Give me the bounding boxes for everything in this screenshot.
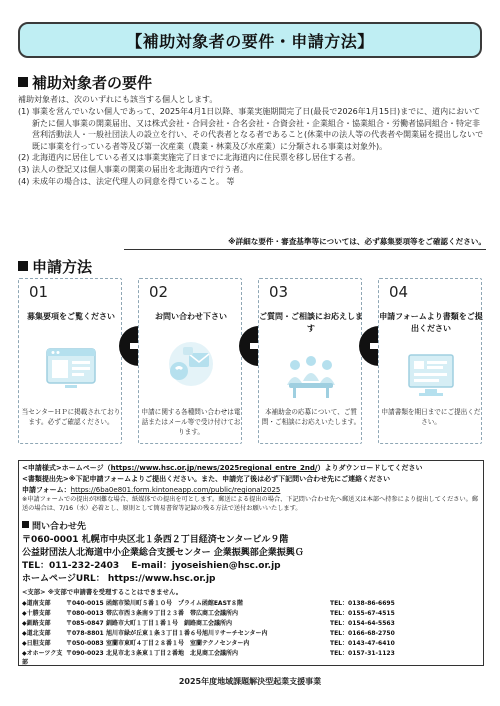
branch-row xyxy=(22,648,482,666)
application-heading xyxy=(18,256,92,277)
requirements-heading xyxy=(18,72,152,93)
contact-icon xyxy=(163,339,219,389)
form-download-label: <申請様式>ホームページ（ xyxy=(22,464,111,472)
branches-title: <支部> ※支部で申請書を受理することはできません。 xyxy=(22,588,183,596)
requirement-num: (4) xyxy=(18,176,30,186)
requirement-text: 北海道内に居住している者又は事業実施完了日までに北海道内に住民票を移し居住する者。 xyxy=(32,153,360,163)
requirement-item xyxy=(18,176,484,188)
contact-homepage: ホームページURL： https://www.hsc.or.jp xyxy=(22,574,216,584)
step-label: 募集要項をご覧ください xyxy=(27,312,115,321)
branch-zip: 〒050-0083 xyxy=(66,640,104,647)
branch-row xyxy=(22,638,482,647)
requirement-item xyxy=(18,164,484,176)
form-icon xyxy=(403,351,459,401)
branch-zip: 〒080-0013 xyxy=(66,610,104,617)
requirements-heading-text: 補助対象者の要件 xyxy=(32,74,153,92)
requirement-text: 未成年の場合は、法定代理人の同意を得ていること。 等 xyxy=(32,176,235,186)
branch-address: 釧路市大町１丁目１番１号 釧路商工会議所内 xyxy=(106,620,233,627)
contact-organization: 公益財団法人北海道中小企業総合支援センター 企業振興部企業振興Ｇ xyxy=(22,548,304,558)
branch-tel: TEL：0143-47-6410 xyxy=(330,640,395,647)
submission-text: <書類提出先>※下記申請フォームよりご提出ください。また、申請完了後は必ず下記問い合わせ先にご連絡ください xyxy=(22,475,391,483)
step-description: 申請書類を期日までにご提出ください。 xyxy=(381,408,481,426)
requirement-num: (1) xyxy=(18,107,30,116)
contact-heading-text: 問い合わせ先 xyxy=(32,522,87,532)
branch-address: 室蘭市東町４丁目２８番１号 室蘭テクノセンター内 xyxy=(106,640,250,647)
branch-row xyxy=(22,608,482,617)
step-number: 04 xyxy=(389,283,409,301)
application-form-link[interactable]: https://6ba0e801.form.kintoneapp.com/public/regional2025 xyxy=(70,486,281,494)
application-steps xyxy=(18,278,482,444)
form-url-line xyxy=(22,485,482,495)
requirement-num: (3) xyxy=(18,164,30,174)
branch-name: ◆道北支部 xyxy=(22,630,51,637)
step-description: 本補助金の応募について、ご質問・ご相談にお応えいたします。 xyxy=(261,408,361,426)
branch-zip: 〒085-0847 xyxy=(66,620,104,627)
branch-address: 帯広市西３条南９丁目２３番 帯広商工会議所内 xyxy=(106,610,239,617)
page-title: 【補助対象者の要件・申請方法】 xyxy=(18,22,482,58)
requirement-item xyxy=(18,152,484,164)
branch-name: ◆釧路支部 xyxy=(22,620,51,627)
branch-address: 旭川市緑が丘東１条３丁目１番６号旭川リサーチセンター内 xyxy=(106,630,268,637)
step-number: 01 xyxy=(29,283,49,301)
branch-tel: TEL：0155-67-4515 xyxy=(330,610,395,617)
requirements-intro: 補助対象者は、次のいずれにも該当する個人とします。 xyxy=(18,95,218,104)
contact-heading xyxy=(22,519,86,532)
step-description: 申請に関する各種問い合わせは電話またはメール等で受け付けております。 xyxy=(141,408,241,436)
requirement-text: 法人の登記又は個人事業の開業の届出を北海道内で行う者。 xyxy=(32,164,248,174)
branch-tel: TEL：0166-68-2750 xyxy=(330,630,395,637)
branch-tel: TEL：0157-31-1123 xyxy=(330,650,395,657)
branch-address: 函館市梁川町５番１０号 プライム函館EAST８階 xyxy=(106,600,243,607)
branch-row xyxy=(22,628,482,637)
requirement-item xyxy=(18,106,484,152)
form-download-line xyxy=(22,463,482,473)
requirements-list xyxy=(18,106,484,187)
step-label: お問い合わせ下さい xyxy=(155,312,227,321)
branch-name: ◆日胆支部 xyxy=(22,640,51,647)
step-02 xyxy=(138,278,242,444)
step-description: 当センターＨＰに掲載されております。必ずご確認ください。 xyxy=(21,408,121,426)
branch-zip: 〒090-0023 xyxy=(66,650,104,657)
step-03 xyxy=(258,278,362,444)
website-icon xyxy=(43,343,99,393)
requirement-num: (2) xyxy=(18,153,30,163)
branch-tel: TEL：0138-86-6695 xyxy=(330,600,395,607)
step-01 xyxy=(18,278,122,444)
branch-name: ◆十勝支部 xyxy=(22,610,51,617)
step-number: 02 xyxy=(149,283,169,301)
form-download-suffix: ）よりダウンロードしてください xyxy=(317,464,423,472)
branch-zip: 〒040-0015 xyxy=(66,600,104,607)
form-url-label: 申請フォーム： xyxy=(22,486,71,494)
square-bullet-icon xyxy=(18,77,28,87)
square-bullet-icon xyxy=(22,521,29,528)
step-label: 申請フォームより書類をご提出ください xyxy=(379,312,483,333)
branch-row xyxy=(22,618,482,627)
meeting-icon xyxy=(283,351,339,401)
application-heading-text: 申請方法 xyxy=(32,258,93,276)
postal-note: ※申請フォームでの提出が困難な場合、紙媒体での提出を可とします。郵送による提出の場合、下記問い合わせ先へ郵送又は本部へ持参により提出してください。郵送の場合は、7/16（水）必着とし、原則として簡易書留等記録の残る方法で送付お願いいたします。 xyxy=(22,496,479,512)
footer-program-name: 2025年度地域課題解決型起業支援事業 xyxy=(178,677,322,686)
branch-name: ◆オホーツク支部 xyxy=(22,650,63,666)
branch-address: 北見市北３条東１丁目２番地 北見商工会議所内 xyxy=(106,650,239,657)
requirement-text: 事業を営んでいない個人であって、2025年4月1日以降、事業実施期間完了日(最長で2026年1月15日)までに、道内において新たに個人事業の開業届出、又は株式会社・合同会社・合名会社・合資会社・企業組合・協業組合・労働者協同組合・特定非営利活動法人・一般社団法人の設立を行い、その代表者となる者であること(休業中の法人等の代表者や開業届を提出しないで既に事業を行っている者等及び第一次産業（農業・林業及び水産業）に分類される事業は対象外)。 xyxy=(32,107,484,151)
square-bullet-icon xyxy=(18,261,28,271)
form-download-link[interactable]: https://www.hsc.or.jp/news/2025regional_entre_2nd/ xyxy=(110,464,318,472)
step-number: 03 xyxy=(269,283,289,301)
requirements-note: ※詳細な要件・審査基準等については、必ず募集要項等をご確認ください。 xyxy=(124,236,486,250)
branch-tel: TEL：0154-64-5563 xyxy=(330,620,395,627)
branch-row xyxy=(22,598,482,607)
step-04 xyxy=(378,278,482,444)
contact-address: 〒060-0001 札幌市中央区北１条西２丁目経済センタービル９階 xyxy=(22,535,289,545)
contact-tel-email: TEL：011-232-2403 E-mail：jyoseishien@hsc.or.jp xyxy=(22,561,281,571)
branch-zip: 〒078-8801 xyxy=(66,630,104,637)
submission-line xyxy=(22,474,482,484)
branch-name: ◆道南支部 xyxy=(22,600,51,607)
step-label: ご質問・ご相談にお応えします xyxy=(259,312,363,333)
